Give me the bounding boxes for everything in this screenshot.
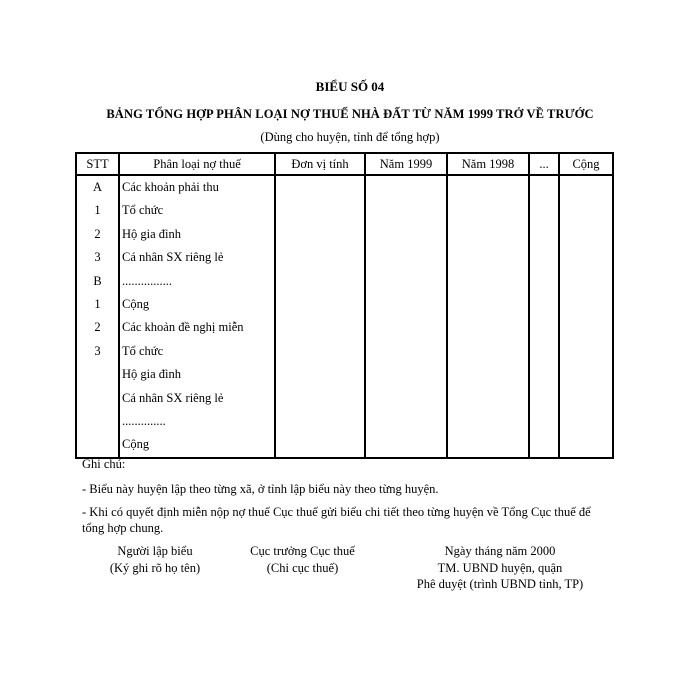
cell-total — [559, 316, 613, 339]
cell-1998 — [447, 293, 529, 316]
cell-ellipsis — [529, 223, 559, 246]
cell-1998 — [447, 175, 529, 199]
cell-1999 — [365, 175, 447, 199]
table-row — [76, 433, 613, 457]
row-stt: 2 — [76, 316, 119, 339]
cell-total — [559, 223, 613, 246]
cell-1999 — [365, 223, 447, 246]
note-line: - Biểu này huyện lập theo từng xã, ở tỉnh lập biểu này theo từng huyện. — [82, 482, 439, 496]
row-stt: 1 — [76, 199, 119, 222]
cell-unit — [275, 340, 365, 363]
cell-ellipsis — [529, 199, 559, 222]
cell-1998 — [447, 270, 529, 293]
cell-1998 — [447, 246, 529, 269]
cell-1999 — [365, 340, 447, 363]
signature-date: Ngày tháng năm 2000 — [444, 544, 556, 558]
cell-1998 — [447, 340, 529, 363]
notes-label: Ghi chú: — [82, 457, 126, 471]
signature-preparer — [90, 543, 220, 576]
cell-total — [559, 246, 613, 269]
row-stt: A — [76, 175, 119, 199]
row-stt: 3 — [76, 246, 119, 269]
signature-title: Người lập biểu — [117, 544, 193, 558]
row-category: Các khoản đề nghị miễn — [119, 316, 275, 339]
cell-ellipsis — [529, 246, 559, 269]
cell-1999 — [365, 433, 447, 457]
cell-unit — [275, 293, 365, 316]
cell-1998 — [447, 199, 529, 222]
row-stt: 1 — [76, 293, 119, 316]
cell-ellipsis — [529, 175, 559, 199]
row-category: Cá nhân SX riêng lẻ — [119, 387, 275, 410]
cell-1999 — [365, 270, 447, 293]
table-row — [76, 340, 613, 363]
cell-total — [559, 387, 613, 410]
table-row — [76, 270, 613, 293]
signature-subtitle: (Chi cục thuế) — [266, 560, 339, 575]
table-row — [76, 199, 613, 222]
table-row — [76, 246, 613, 269]
table-row — [76, 410, 613, 433]
table-row — [76, 316, 613, 339]
cell-1998 — [447, 410, 529, 433]
cell-1999 — [365, 363, 447, 386]
column-header-year-1999: Năm 1999 — [365, 153, 447, 175]
table-row — [76, 363, 613, 386]
form-subtitle: (Dùng cho huyện, tỉnh để tổng hợp) — [260, 130, 440, 144]
cell-total — [559, 410, 613, 433]
form-number: BIỂU SỐ 04 — [315, 79, 385, 94]
cell-ellipsis — [529, 270, 559, 293]
cell-unit — [275, 270, 365, 293]
column-header-stt: STT — [76, 153, 119, 175]
cell-total — [559, 340, 613, 363]
row-stt: B — [76, 270, 119, 293]
row-category: Các khoản phải thu — [119, 175, 275, 199]
cell-unit — [275, 199, 365, 222]
cell-unit — [275, 223, 365, 246]
form-title: BẢNG TỔNG HỢP PHÂN LOẠI NỢ THUẾ NHÀ ĐẤT TỪ NĂM 1999 TRỞ VỀ TRƯỚC — [106, 107, 594, 121]
row-stt — [76, 410, 119, 433]
cell-ellipsis — [529, 293, 559, 316]
cell-1998 — [447, 223, 529, 246]
row-category: Cộng — [119, 433, 275, 457]
cell-1998 — [447, 363, 529, 386]
row-stt — [76, 363, 119, 386]
cell-total — [559, 293, 613, 316]
row-stt: 2 — [76, 223, 119, 246]
cell-unit — [275, 316, 365, 339]
cell-total — [559, 199, 613, 222]
signature-title: Cục trưởng Cục thuế — [250, 544, 355, 558]
table-row — [76, 223, 613, 246]
cell-1999 — [365, 246, 447, 269]
cell-total — [559, 363, 613, 386]
cell-1999 — [365, 293, 447, 316]
cell-total — [559, 433, 613, 457]
cell-1999 — [365, 199, 447, 222]
cell-unit — [275, 387, 365, 410]
cell-total — [559, 175, 613, 199]
cell-unit — [275, 410, 365, 433]
signature-approval — [395, 543, 605, 593]
debt-classification-table — [75, 152, 614, 459]
column-header-year-1998: Năm 1998 — [447, 153, 529, 175]
row-category: .............. — [119, 410, 275, 433]
note-line: - Khi có quyết định miễn nộp nợ thuế Cục thuế gửi biểu chi tiết theo từng huyện về Tổng Cục thuế để tổng hợp chung. — [82, 505, 591, 535]
cell-total — [559, 270, 613, 293]
row-category: Hộ gia đình — [119, 223, 275, 246]
cell-ellipsis — [529, 433, 559, 457]
cell-unit — [275, 246, 365, 269]
row-category: Cá nhân SX riêng lẻ — [119, 246, 275, 269]
column-header-ellipsis: ... — [529, 153, 559, 175]
cell-ellipsis — [529, 387, 559, 410]
table-header-row — [76, 153, 613, 175]
cell-1998 — [447, 387, 529, 410]
row-category: Tổ chức — [119, 199, 275, 222]
cell-1999 — [365, 316, 447, 339]
cell-ellipsis — [529, 410, 559, 433]
row-category: Cộng — [119, 293, 275, 316]
column-header-unit: Đơn vị tính — [275, 153, 365, 175]
cell-ellipsis — [529, 363, 559, 386]
column-header-category: Phân loại nợ thuế — [119, 153, 275, 175]
signature-subtitle: (Ký ghi rõ họ tên) — [109, 560, 201, 575]
table-row — [76, 293, 613, 316]
row-category: Hộ gia đình — [119, 363, 275, 386]
signature-approval-note: Phê duyệt (trình UBND tỉnh, TP) — [416, 577, 584, 591]
table-row — [76, 175, 613, 199]
cell-ellipsis — [529, 340, 559, 363]
row-category: ................ — [119, 270, 275, 293]
cell-1999 — [365, 410, 447, 433]
cell-1998 — [447, 316, 529, 339]
row-stt: 3 — [76, 340, 119, 363]
row-stt — [76, 433, 119, 457]
signature-org: TM. UBND huyện, quận — [437, 560, 563, 575]
signature-director — [235, 543, 370, 576]
cell-1998 — [447, 433, 529, 457]
cell-unit — [275, 363, 365, 386]
cell-unit — [275, 433, 365, 457]
cell-unit — [275, 175, 365, 199]
row-stt — [76, 387, 119, 410]
row-category: Tổ chức — [119, 340, 275, 363]
cell-ellipsis — [529, 316, 559, 339]
table-row — [76, 387, 613, 410]
cell-1999 — [365, 387, 447, 410]
column-header-total: Cộng — [559, 153, 613, 175]
